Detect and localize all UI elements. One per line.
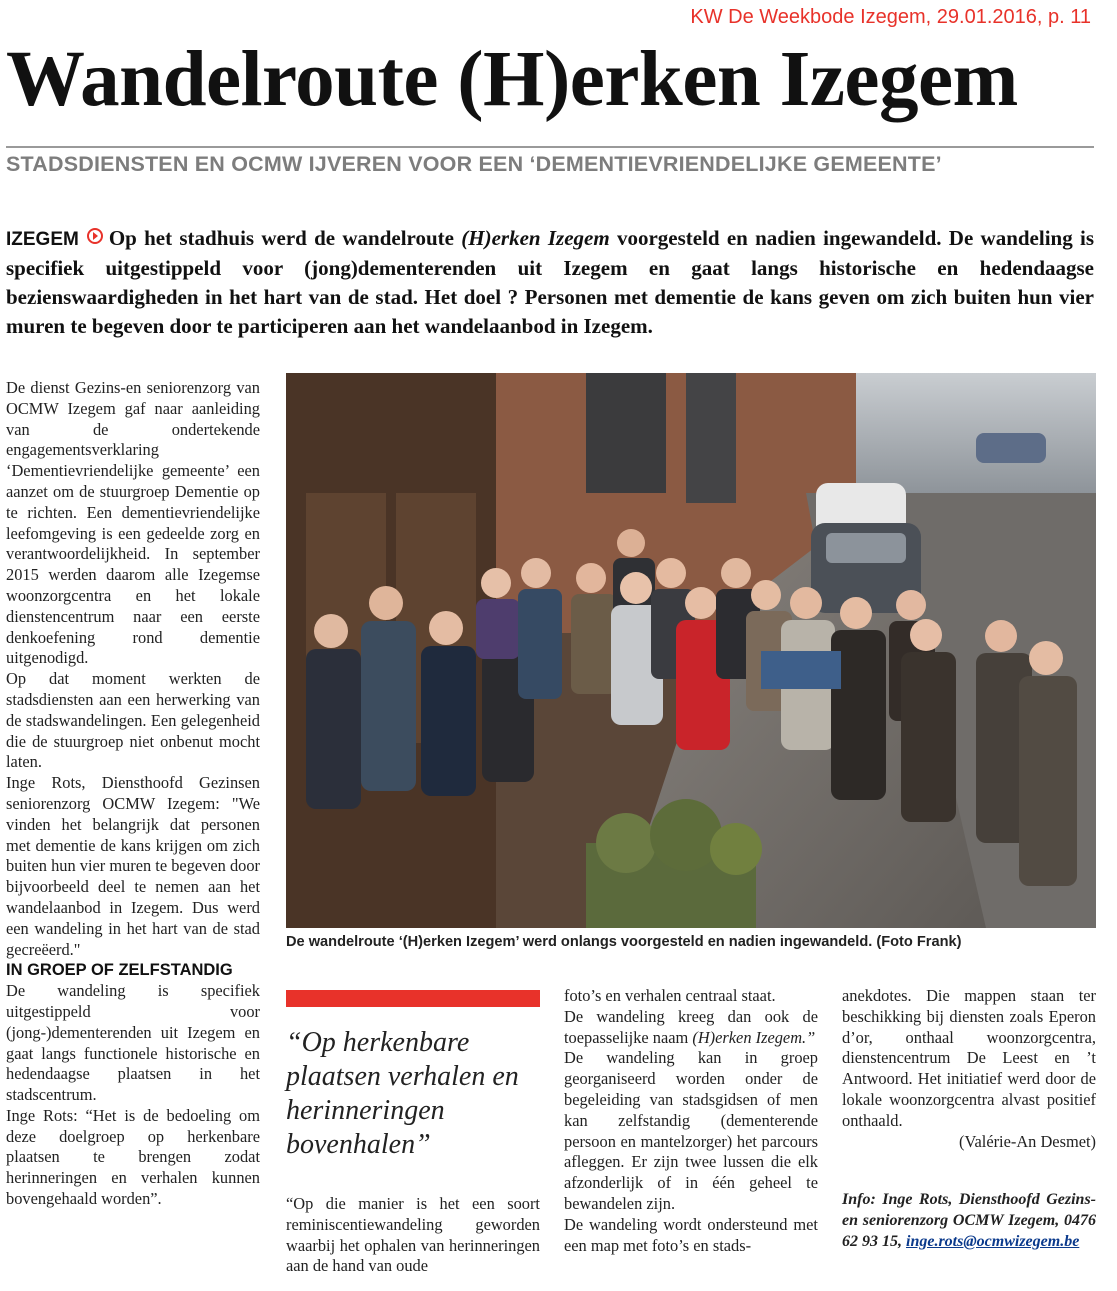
column-1 <box>6 378 260 1210</box>
photo-caption: De wandelroute ‘(H)erken Izegem’ werd onlangs voorgesteld en nadien ingewandeld. (Foto Frank) <box>286 934 962 950</box>
lead-location: IZEGEM <box>6 229 79 250</box>
source-line: KW De Weekbode Izegem, 29.01.2016, p. 11 <box>690 6 1091 28</box>
col1-paragraph: De wandeling is specifiek uitgestippeld voor (jong-)dementerenden uit Izegem en gaat langs functionele historische en hedendaagse plaatsen in het stadscentrum. <box>6 981 260 1105</box>
info-text: Info: Inge Rots, Diensthoofd Gezins-en seniorenzorg OCMW Izegem, 0476 62 93 15, <box>842 1191 1096 1250</box>
col3-paragraph: foto’s en verhalen centraal staat. <box>564 986 776 1005</box>
group-photo-illustration <box>286 373 1096 928</box>
lead-route-name: (H)erken Izegem <box>461 226 610 250</box>
headline: Wandelroute (H)erken Izegem <box>6 36 1018 123</box>
col3-paragraph <box>564 1007 818 1049</box>
col1-paragraph: De dienst Gezins-en seniorenzorg van OCMW Izegem gaf naar aanleiding van de ondertekende engagementsverklaring ‘Dementievriendelijke gemeente’ een aanzet om de stuurgroep Dementie op te richten. Een dementievriendelijke leefomgeving is een gedeelde zorg en verantwoordelijkheid. In september 2015 werden daarom alle Izegemse woonzorgcentra en het lokale dienstencentrum naar een eerste denkoefening rond dementie uitgenodigd. <box>6 378 260 668</box>
pullquote-bar <box>286 990 540 1007</box>
column-3 <box>564 986 818 1256</box>
col4-paragraph: anekdotes. Die mappen staan ter beschikking bij diensten zoals Eperon d’or, onthaal woonzorgcentra, dienstencentrum De Leest en ’t Antwoord. Het initiatief werd door de lokale woonzorgcentra alvast positief onthaald. <box>842 986 1096 1130</box>
lead-text-before: Op het stadhuis werd de wandelroute <box>108 226 462 250</box>
lead-paragraph <box>6 224 1094 341</box>
arrow-bullet-icon <box>87 228 103 244</box>
pullquote: “Op herkenbare plaatsen verhalen en herinneringen bovenhalen” <box>286 1027 519 1160</box>
col1-paragraph: Inge Rots: “Het is de bedoeling om deze doelgroep op herkenbare plaatsen te brengen zodat herinneringen en verhalen kunnen bovengehaald worden”. <box>6 1105 260 1209</box>
col3-paragraph: De wandeling kan in groep georganiseerd worden onder de begeleiding van stadsgidsen of men kan zelfstandig (dementerende persoon en mantelzorger) het parcours afleggen. Er zijn twee lussen die elk afzonderlijk of in één geheel te bewandelen zijn. <box>564 1048 818 1213</box>
column-2 <box>286 1194 540 1277</box>
kicker: STADSDIENSTEN EN OCMW IJVEREN VOOR EEN ‘DEMENTIEVRIENDELIJKE GEMEENTE’ <box>6 146 1094 177</box>
col3-route-name: (H)erken Izegem.” <box>692 1027 816 1047</box>
col3-text: De wandeling kreeg dan ook de toepasselijke naam <box>564 1006 818 1047</box>
col1-paragraph: Inge Rots, Diensthoofd Gezinsen seniorenzorg OCMW Izegem: "We vinden het belangrijk dat personen met dementie de kans krijgen om zich buiten hun vier muren te begeven door bijvoorbeeld deel te nemen aan het wandelaanbod in Izegem. Dus werd een wandeling in het hart van de stad gecreëerd." <box>6 773 260 959</box>
col3-paragraph: De wandeling wordt ondersteund met een map met foto’s en stads- <box>564 1214 818 1255</box>
col2-paragraph: “Op die manier is het een soort reminiscentiewandeling geworden waarbij het ophalen van herinneringen aan de hand van oude <box>286 1194 540 1276</box>
info-email-link[interactable]: inge.rots@ocmwizegem.be <box>906 1232 1080 1250</box>
group-photo <box>286 373 1096 928</box>
col1-paragraph: Op dat moment werkten de stadsdiensten aan een herwerking van de stadswandelingen. Een gelegenheid die de stuurgroep niet onbenut mocht laten. <box>6 669 260 772</box>
info-box <box>842 1190 1096 1252</box>
lead-text-after: voorgesteld en nadien ingewandeld. De wandeling is specifiek uitgestippeld voor (jong)dementerenden uit Izegem en gaat langs historische en hedendaagse bezienswaardigheden in het hart van de stad. Het doel ? Personen met dementie de kans geven om zich buiten hun vier muren te begeven door te participeren aan het wandelaanbod in Izegem. <box>6 226 1094 338</box>
author-signature: (Valérie-An Desmet) <box>959 1131 1096 1151</box>
subheading: IN GROEP OF ZELFSTANDIG <box>6 961 233 980</box>
column-4 <box>842 986 1096 1253</box>
